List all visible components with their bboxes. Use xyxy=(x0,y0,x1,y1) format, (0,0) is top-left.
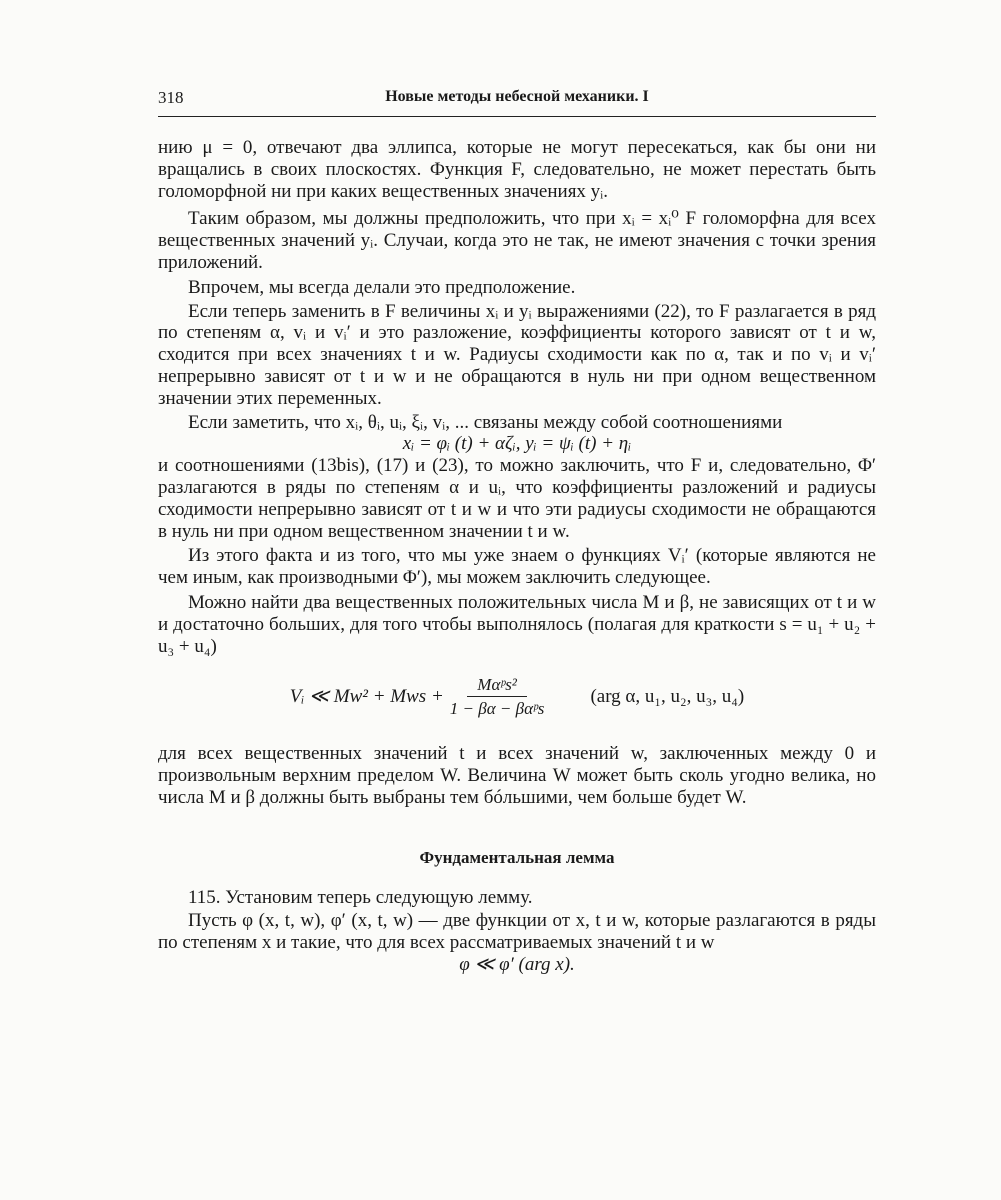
paragraph-1: нию μ = 0, отвечают два эллипса, которые не могут пересекаться, как бы они ни вращались в своих плоскостях. Функция F, следовательно, не может перестать быть голоморфной ни при каких вещественных значениях yᵢ. xyxy=(158,137,876,202)
running-title: Новые методы небесной механики. I xyxy=(385,88,649,105)
page-number: 318 xyxy=(158,88,184,107)
header-rule xyxy=(158,116,876,117)
paragraph-5: Если заметить, что xᵢ, θᵢ, uᵢ, ξᵢ, vᵢ, ... связаны между собой соотношениями xyxy=(188,411,783,433)
formula-inequality-left: Vᵢ ≪ Mw² + Mws + xyxy=(289,686,444,708)
paragraph-9: для всех вещественных значений t и всех значений w, заключенных между 0 и произвольным верхним пределом W. Величина W может быть сколь угодно велика, но числа M и β должны быть выбраны тем бóльшими, чем больше будет W. xyxy=(158,743,876,808)
paragraph-7: Из этого факта и из того, что мы уже знаем о функциях Vᵢ′ (которые являются не чем иным, как производными Φ′), мы можем заключить следующее. xyxy=(158,545,876,589)
formula-fraction xyxy=(450,675,545,719)
formula-inequality xyxy=(158,675,876,719)
page-header xyxy=(158,88,876,112)
paragraph-10: 115. Установим теперь следующую лемму. xyxy=(188,886,533,908)
formula-inequality-arg: (arg α, u₁, u₂, u₃, u₄) xyxy=(590,686,745,708)
formula-fraction-denominator: 1 − βα − βαᵖs xyxy=(449,699,545,719)
paragraph-4: Если теперь заменить в F величины xᵢ и yᵢ выражениями (22), то F разлагается в ряд по степеням α, vᵢ и vᵢ′ и это разложение, коэффициенты которого зависят от t и w, сходится при всех значениях t и w. Радиусы сходимости как по α, так и по vᵢ и vᵢ′ непрерывно зависят от t и w и не обращаются в нуль ни при одном вещественном значении этих переменных. xyxy=(158,300,876,409)
paragraph-2: Таким образом, мы должны предположить, что при xᵢ = xᵢ⁰ F голоморфна для всех вещественных значений yᵢ. Случаи, когда это не так, не имеют значения с точки зрения приложений. xyxy=(158,208,876,273)
formula-coordinates: xᵢ = φᵢ (t) + αζᵢ, yᵢ = ψᵢ (t) + ηᵢ xyxy=(402,433,632,455)
paragraph-3: Впрочем, мы всегда делали это предположение. xyxy=(188,276,576,298)
paragraph-8: Можно найти два вещественных положительных числа M и β, не зависящих от t и w и достаточно больших, для того чтобы выполнялось (полагая для краткости s = u₁ + u₂ + u₃ + u₄) xyxy=(158,591,876,657)
formula-fraction-numerator: Mαᵖs² xyxy=(467,675,527,697)
section-title: Фундаментальная лемма xyxy=(419,847,615,867)
page-body xyxy=(158,137,876,976)
formula-majorant: φ ≪ φ′ (arg x). xyxy=(459,953,575,975)
paragraph-6: и соотношениями (13bis), (17) и (23), то можно заключить, что F и, следовательно, Φ′ разлагаются в ряды по степеням α и uᵢ, что коэффициенты разложений и радиусы сходимости непрерывно зависят от t и w и что эти радиусы сходимости не обращаются в нуль ни при одном вещественном значении t и w. xyxy=(158,455,876,542)
paragraph-11: Пусть φ (x, t, w), φ′ (x, t, w) — две функции от x, t и w, которые разлагаются в ряды по степеням x и такие, что для всех рассматриваемых значений t и w xyxy=(158,910,876,954)
